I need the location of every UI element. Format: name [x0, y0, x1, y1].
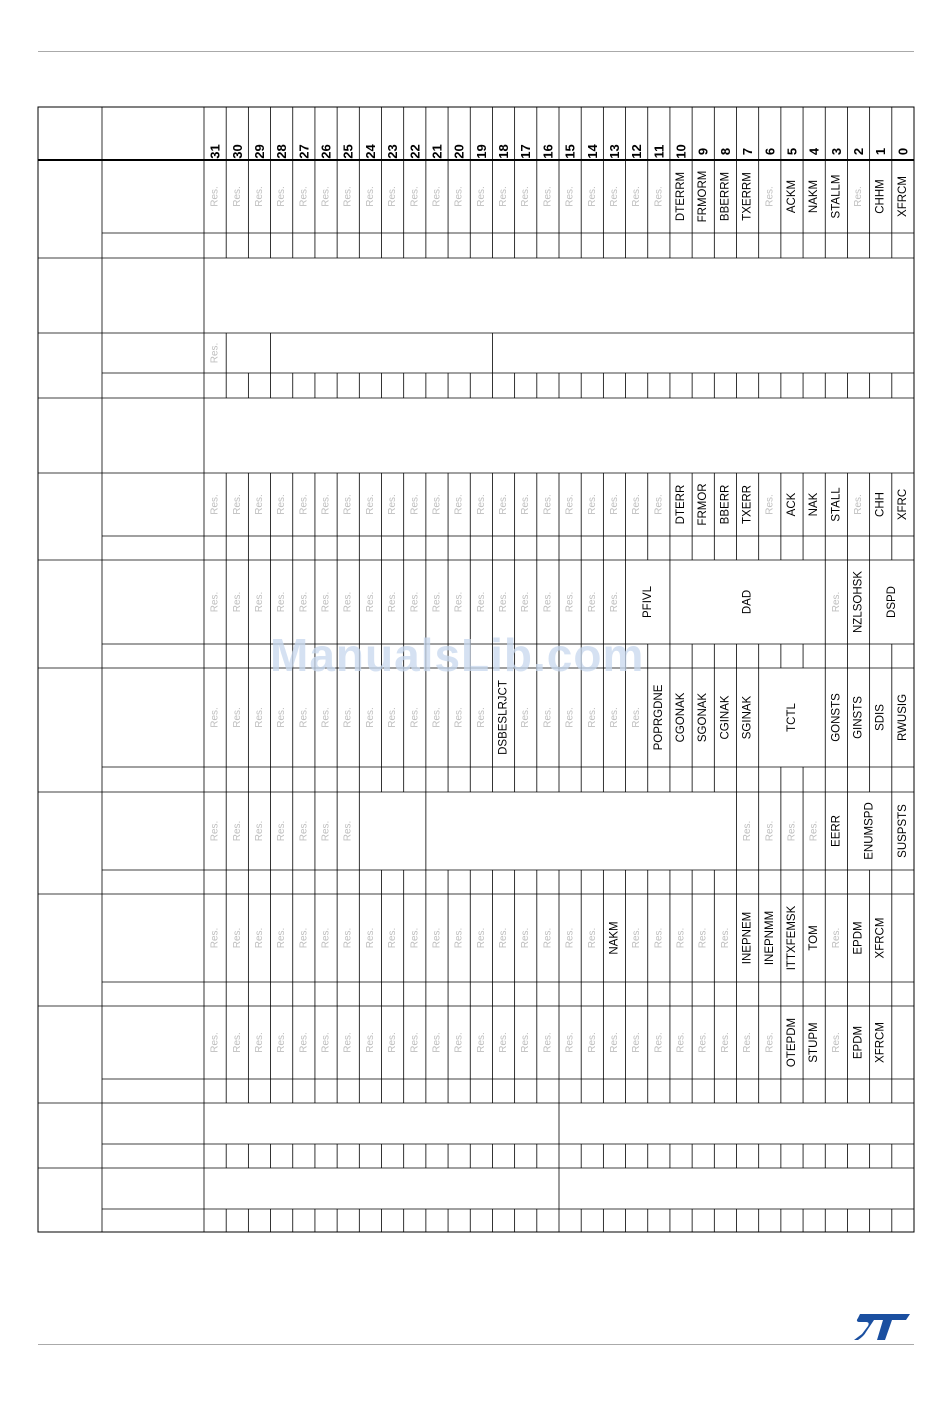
reserved-bit-label: Res.: [564, 707, 576, 728]
field-chhm: CHHM: [874, 179, 887, 214]
reserved-bit-label: Res.: [364, 494, 376, 515]
reserved-bit-label: Res.: [586, 186, 598, 207]
field-xfrcm: XFRCM: [874, 1022, 887, 1063]
field-ackm: ACKM: [785, 179, 798, 214]
bit-number-25: 25: [340, 144, 356, 159]
reserved-bit-label: Res.: [453, 927, 465, 949]
bit-number-2: 2: [851, 147, 867, 156]
bit-number-20: 20: [451, 144, 467, 159]
reserved-bit-label: Res.: [542, 707, 554, 728]
field-epdm: EPDM: [852, 1025, 865, 1060]
reserved-bit-label: Res.: [298, 707, 310, 728]
reserved-bit-label: Res.: [764, 820, 776, 842]
reserved-bit-label: Res.: [697, 927, 709, 949]
reserved-bit-label: Res.: [431, 707, 443, 728]
reserved-bit-label: Res.: [608, 591, 620, 613]
reserved-bit-label: Res.: [742, 820, 754, 842]
field-rwusig: RWUSIG: [896, 693, 909, 742]
bit-number-24: 24: [362, 144, 378, 159]
reserved-bit-label: Res.: [608, 494, 620, 515]
reserved-bit-label: Res.: [209, 927, 221, 949]
reserved-bit-label: Res.: [276, 1032, 288, 1053]
reserved-bit-label: Res.: [853, 494, 865, 515]
reserved-bit-label: Res.: [409, 186, 421, 207]
reserved-bit-label: Res.: [586, 1032, 598, 1053]
reserved-bit-label: Res.: [209, 342, 221, 364]
reserved-bit-label: Res.: [520, 707, 532, 728]
reserved-bit-label: Res.: [830, 591, 842, 613]
bit-number-9: 9: [695, 147, 711, 156]
reserved-bit-label: Res.: [387, 707, 399, 728]
reserved-bit-label: Res.: [231, 707, 243, 728]
reserved-bit-label: Res.: [364, 1032, 376, 1053]
reserved-bit-label: Res.: [387, 186, 399, 207]
bit-number-19: 19: [473, 144, 489, 159]
reserved-bit-label: Res.: [542, 591, 554, 613]
reserved-bit-label: Res.: [209, 186, 221, 207]
reserved-bit-label: Res.: [298, 186, 310, 207]
bit-number-5: 5: [784, 147, 800, 156]
reserved-bit-label: Res.: [431, 591, 443, 613]
reserved-bit-label: Res.: [431, 186, 443, 207]
reserved-bit-label: Res.: [631, 707, 643, 728]
bit-number-16: 16: [540, 144, 556, 159]
reserved-bit-label: Res.: [231, 494, 243, 515]
reserved-bit-label: Res.: [276, 186, 288, 207]
field-tom: TOM: [808, 925, 821, 951]
reserved-bit-label: Res.: [764, 186, 776, 207]
bit-number-17: 17: [518, 144, 534, 159]
reserved-bit-label: Res.: [298, 1032, 310, 1053]
reserved-bit-label: Res.: [209, 707, 221, 728]
field-stupm: STUPM: [808, 1022, 821, 1063]
reserved-bit-label: Res.: [364, 927, 376, 949]
reserved-bit-label: Res.: [564, 927, 576, 949]
field-chh: CHH: [874, 492, 887, 517]
bit-number-22: 22: [407, 144, 423, 159]
reserved-bit-label: Res.: [387, 591, 399, 613]
reserved-bit-label: Res.: [631, 494, 643, 515]
reserved-bit-label: Res.: [253, 1032, 265, 1053]
reserved-bit-label: Res.: [608, 186, 620, 207]
reserved-bit-label: Res.: [542, 494, 554, 515]
field-nzlsohsk: NZLSOHSK: [852, 571, 865, 633]
reserved-bit-label: Res.: [764, 1032, 776, 1053]
field-ittxfemsk: ITTXFEMSK: [785, 905, 798, 971]
reserved-bit-label: Res.: [653, 1032, 665, 1053]
reserved-bit-label: Res.: [387, 927, 399, 949]
field-pfivl: PFIVL: [641, 586, 654, 618]
field-dsbeslrjct: DSBESLRJCT: [497, 680, 510, 755]
field-txerr: TXERR: [741, 485, 754, 524]
reserved-bit-label: Res.: [564, 494, 576, 515]
reserved-bit-label: Res.: [742, 1032, 754, 1053]
field-dterrm: DTERRM: [675, 171, 688, 222]
reserved-bit-label: Res.: [697, 1032, 709, 1053]
reserved-bit-label: Res.: [231, 1032, 243, 1053]
reserved-bit-label: Res.: [276, 494, 288, 515]
reserved-bit-label: Res.: [253, 707, 265, 728]
field-xfrcm: XFRCM: [896, 176, 909, 217]
reserved-bit-label: Res.: [320, 494, 332, 515]
reserved-bit-label: Res.: [631, 1032, 643, 1053]
bit-number-8: 8: [717, 147, 733, 156]
bit-number-1: 1: [873, 147, 889, 156]
field-xfrcm: XFRCM: [874, 917, 887, 959]
field-nakm: NAKM: [608, 921, 621, 955]
reserved-bit-label: Res.: [409, 591, 421, 613]
bit-number-31: 31: [207, 144, 223, 159]
reserved-bit-label: Res.: [453, 707, 465, 728]
reserved-bit-label: Res.: [298, 591, 310, 613]
reserved-bit-label: Res.: [209, 820, 221, 842]
reserved-bit-label: Res.: [298, 820, 310, 842]
st-logo-mark: [854, 1314, 910, 1340]
reserved-bit-label: Res.: [675, 927, 687, 949]
reserved-bit-label: Res.: [453, 1032, 465, 1053]
field-nakm: NAKM: [808, 179, 821, 214]
reserved-bit-label: Res.: [475, 1032, 487, 1053]
reserved-bit-label: Res.: [808, 820, 820, 842]
reserved-bit-label: Res.: [653, 927, 665, 949]
reserved-bit-label: Res.: [209, 1032, 221, 1053]
reserved-bit-label: Res.: [342, 707, 354, 728]
reserved-bit-label: Res.: [320, 927, 332, 949]
reserved-bit-label: Res.: [475, 494, 487, 515]
reserved-bit-label: Res.: [608, 1032, 620, 1053]
reserved-bit-label: Res.: [498, 1032, 510, 1053]
reserved-bit-label: Res.: [830, 1032, 842, 1053]
bit-number-27: 27: [296, 144, 312, 159]
field-otepdm: OTEPDM: [785, 1017, 798, 1068]
reserved-bit-label: Res.: [520, 591, 532, 613]
bit-number-6: 6: [762, 147, 778, 156]
field-dterr: DTERR: [675, 484, 688, 525]
reserved-bit-label: Res.: [298, 494, 310, 515]
reserved-bit-label: Res.: [409, 1032, 421, 1053]
bit-number-7: 7: [740, 147, 756, 156]
watermark: ManualsLib.com: [270, 629, 645, 681]
reserved-bit-label: Res.: [320, 1032, 332, 1053]
reserved-bit-label: Res.: [364, 186, 376, 207]
reserved-bit-label: Res.: [764, 494, 776, 515]
reserved-bit-label: Res.: [520, 927, 532, 949]
reserved-bit-label: Res.: [542, 1032, 554, 1053]
bit-number-30: 30: [229, 144, 245, 159]
bit-number-0: 0: [895, 147, 911, 156]
reserved-bit-label: Res.: [320, 591, 332, 613]
field-epdm: EPDM: [852, 921, 865, 955]
st-logo: [852, 1312, 912, 1342]
reserved-bit-label: Res.: [276, 820, 288, 842]
reserved-bit-label: Res.: [453, 186, 465, 207]
reserved-bit-label: Res.: [409, 707, 421, 728]
field-cgonak: CGONAK: [675, 692, 688, 743]
reserved-bit-label: Res.: [453, 494, 465, 515]
reserved-bit-label: Res.: [453, 591, 465, 613]
reserved-bit-label: Res.: [231, 820, 243, 842]
reserved-bit-label: Res.: [719, 927, 731, 949]
reserved-bit-label: Res.: [520, 1032, 532, 1053]
reserved-bit-label: Res.: [653, 494, 665, 515]
field-sdis: SDIS: [874, 704, 887, 731]
reserved-bit-label: Res.: [631, 186, 643, 207]
reserved-bit-label: Res.: [342, 186, 354, 207]
reserved-bit-label: Res.: [631, 927, 643, 949]
reserved-bit-label: Res.: [586, 494, 598, 515]
reserved-bit-label: Res.: [520, 186, 532, 207]
reserved-bit-label: Res.: [498, 186, 510, 207]
bit-number-10: 10: [673, 144, 689, 159]
bit-number-3: 3: [828, 147, 844, 156]
field-gonsts: GONSTS: [830, 693, 843, 742]
reserved-bit-label: Res.: [475, 927, 487, 949]
field-txerrm: TXERRM: [741, 172, 754, 221]
bit-number-14: 14: [584, 144, 600, 159]
reserved-bit-label: Res.: [320, 707, 332, 728]
reserved-bit-label: Res.: [431, 494, 443, 515]
bit-number-13: 13: [606, 144, 622, 159]
bit-number-21: 21: [429, 144, 445, 159]
field-frmorm: FRMORM: [697, 170, 710, 223]
reserved-bit-label: Res.: [276, 591, 288, 613]
field-dad: DAD: [741, 589, 754, 615]
field-bberrm: BBERRM: [719, 171, 732, 222]
reserved-bit-label: Res.: [387, 494, 399, 515]
bit-number-4: 4: [806, 147, 822, 156]
reserved-bit-label: Res.: [608, 707, 620, 728]
reserved-bit-label: Res.: [830, 927, 842, 949]
reserved-bit-label: Res.: [564, 1032, 576, 1053]
field-bberr: BBERR: [719, 484, 732, 525]
reserved-bit-label: Res.: [364, 591, 376, 613]
bit-number-28: 28: [274, 144, 290, 159]
field-ginsts: GINSTS: [852, 696, 865, 739]
reserved-bit-label: Res.: [542, 186, 554, 207]
reserved-bit-label: Res.: [209, 591, 221, 613]
reserved-bit-label: Res.: [475, 591, 487, 613]
field-cginak: CGINAK: [719, 695, 732, 740]
reserved-bit-label: Res.: [786, 820, 798, 842]
reserved-bit-label: Res.: [431, 927, 443, 949]
reserved-bit-label: Res.: [320, 820, 332, 842]
reserved-bit-label: Res.: [253, 186, 265, 207]
field-xfrc: XFRC: [896, 488, 909, 521]
reserved-bit-label: Res.: [675, 1032, 687, 1053]
field-stall: STALL: [830, 487, 843, 522]
reserved-bit-label: Res.: [342, 927, 354, 949]
reserved-bit-label: Res.: [276, 707, 288, 728]
reserved-bit-label: Res.: [475, 707, 487, 728]
reserved-bit-label: Res.: [364, 707, 376, 728]
reserved-bit-label: Res.: [342, 1032, 354, 1053]
reserved-bit-label: Res.: [231, 591, 243, 613]
field-enumspd: ENUMSPD: [863, 802, 876, 860]
table-frame: [38, 107, 914, 1232]
reserved-bit-label: Res.: [498, 591, 510, 613]
field-inepnem: INEPNEM: [741, 911, 754, 965]
reserved-bit-label: Res.: [209, 494, 221, 515]
reserved-bit-label: Res.: [387, 1032, 399, 1053]
reserved-bit-label: Res.: [853, 186, 865, 207]
bit-number-18: 18: [496, 144, 512, 159]
reserved-bit-label: Res.: [586, 591, 598, 613]
reserved-bit-label: Res.: [409, 494, 421, 515]
reserved-bit-label: Res.: [653, 186, 665, 207]
field-frmor: FRMOR: [697, 483, 710, 526]
reserved-bit-label: Res.: [564, 591, 576, 613]
reserved-bit-label: Res.: [520, 494, 532, 515]
field-poprgdne: POPRGDNE: [652, 684, 665, 751]
field-ack: ACK: [785, 492, 798, 517]
field-sginak: SGINAK: [741, 695, 754, 740]
reserved-bit-label: Res.: [719, 1032, 731, 1053]
reserved-bit-label: Res.: [564, 186, 576, 207]
field-tctl: TCTL: [785, 703, 798, 732]
field-suspsts: SUSPSTS: [896, 804, 909, 858]
reserved-bit-label: Res.: [231, 927, 243, 949]
reserved-bit-label: Res.: [431, 1032, 443, 1053]
reserved-bit-label: Res.: [253, 820, 265, 842]
reserved-bit-label: Res.: [253, 494, 265, 515]
reserved-bit-label: Res.: [342, 820, 354, 842]
reserved-bit-label: Res.: [498, 927, 510, 949]
reserved-bit-label: Res.: [276, 927, 288, 949]
bit-number-11: 11: [651, 144, 667, 159]
reserved-bit-label: Res.: [342, 494, 354, 515]
reserved-bit-label: Res.: [475, 186, 487, 207]
reserved-bit-label: Res.: [586, 927, 598, 949]
reserved-bit-label: Res.: [498, 494, 510, 515]
reserved-bit-label: Res.: [253, 591, 265, 613]
reserved-bit-label: Res.: [298, 927, 310, 949]
field-eerr: EERR: [830, 815, 843, 847]
field-stallm: STALLM: [830, 174, 843, 219]
reserved-bit-label: Res.: [542, 927, 554, 949]
field-sgonak: SGONAK: [697, 692, 710, 743]
reserved-bit-label: Res.: [320, 186, 332, 207]
reserved-bit-label: Res.: [231, 186, 243, 207]
bit-number-12: 12: [629, 144, 645, 159]
reserved-bit-label: Res.: [342, 591, 354, 613]
reserved-bit-label: Res.: [253, 927, 265, 949]
bit-number-23: 23: [385, 144, 401, 159]
field-dspd: DSPD: [885, 586, 898, 618]
bit-number-29: 29: [251, 144, 267, 159]
field-inepnmm: INEPNMM: [763, 910, 776, 966]
bit-number-15: 15: [562, 144, 578, 159]
reserved-bit-label: Res.: [409, 927, 421, 949]
bit-number-26: 26: [318, 144, 334, 159]
field-nak: NAK: [808, 492, 821, 517]
footer-rule: [38, 1344, 914, 1345]
reserved-bit-label: Res.: [586, 707, 598, 728]
